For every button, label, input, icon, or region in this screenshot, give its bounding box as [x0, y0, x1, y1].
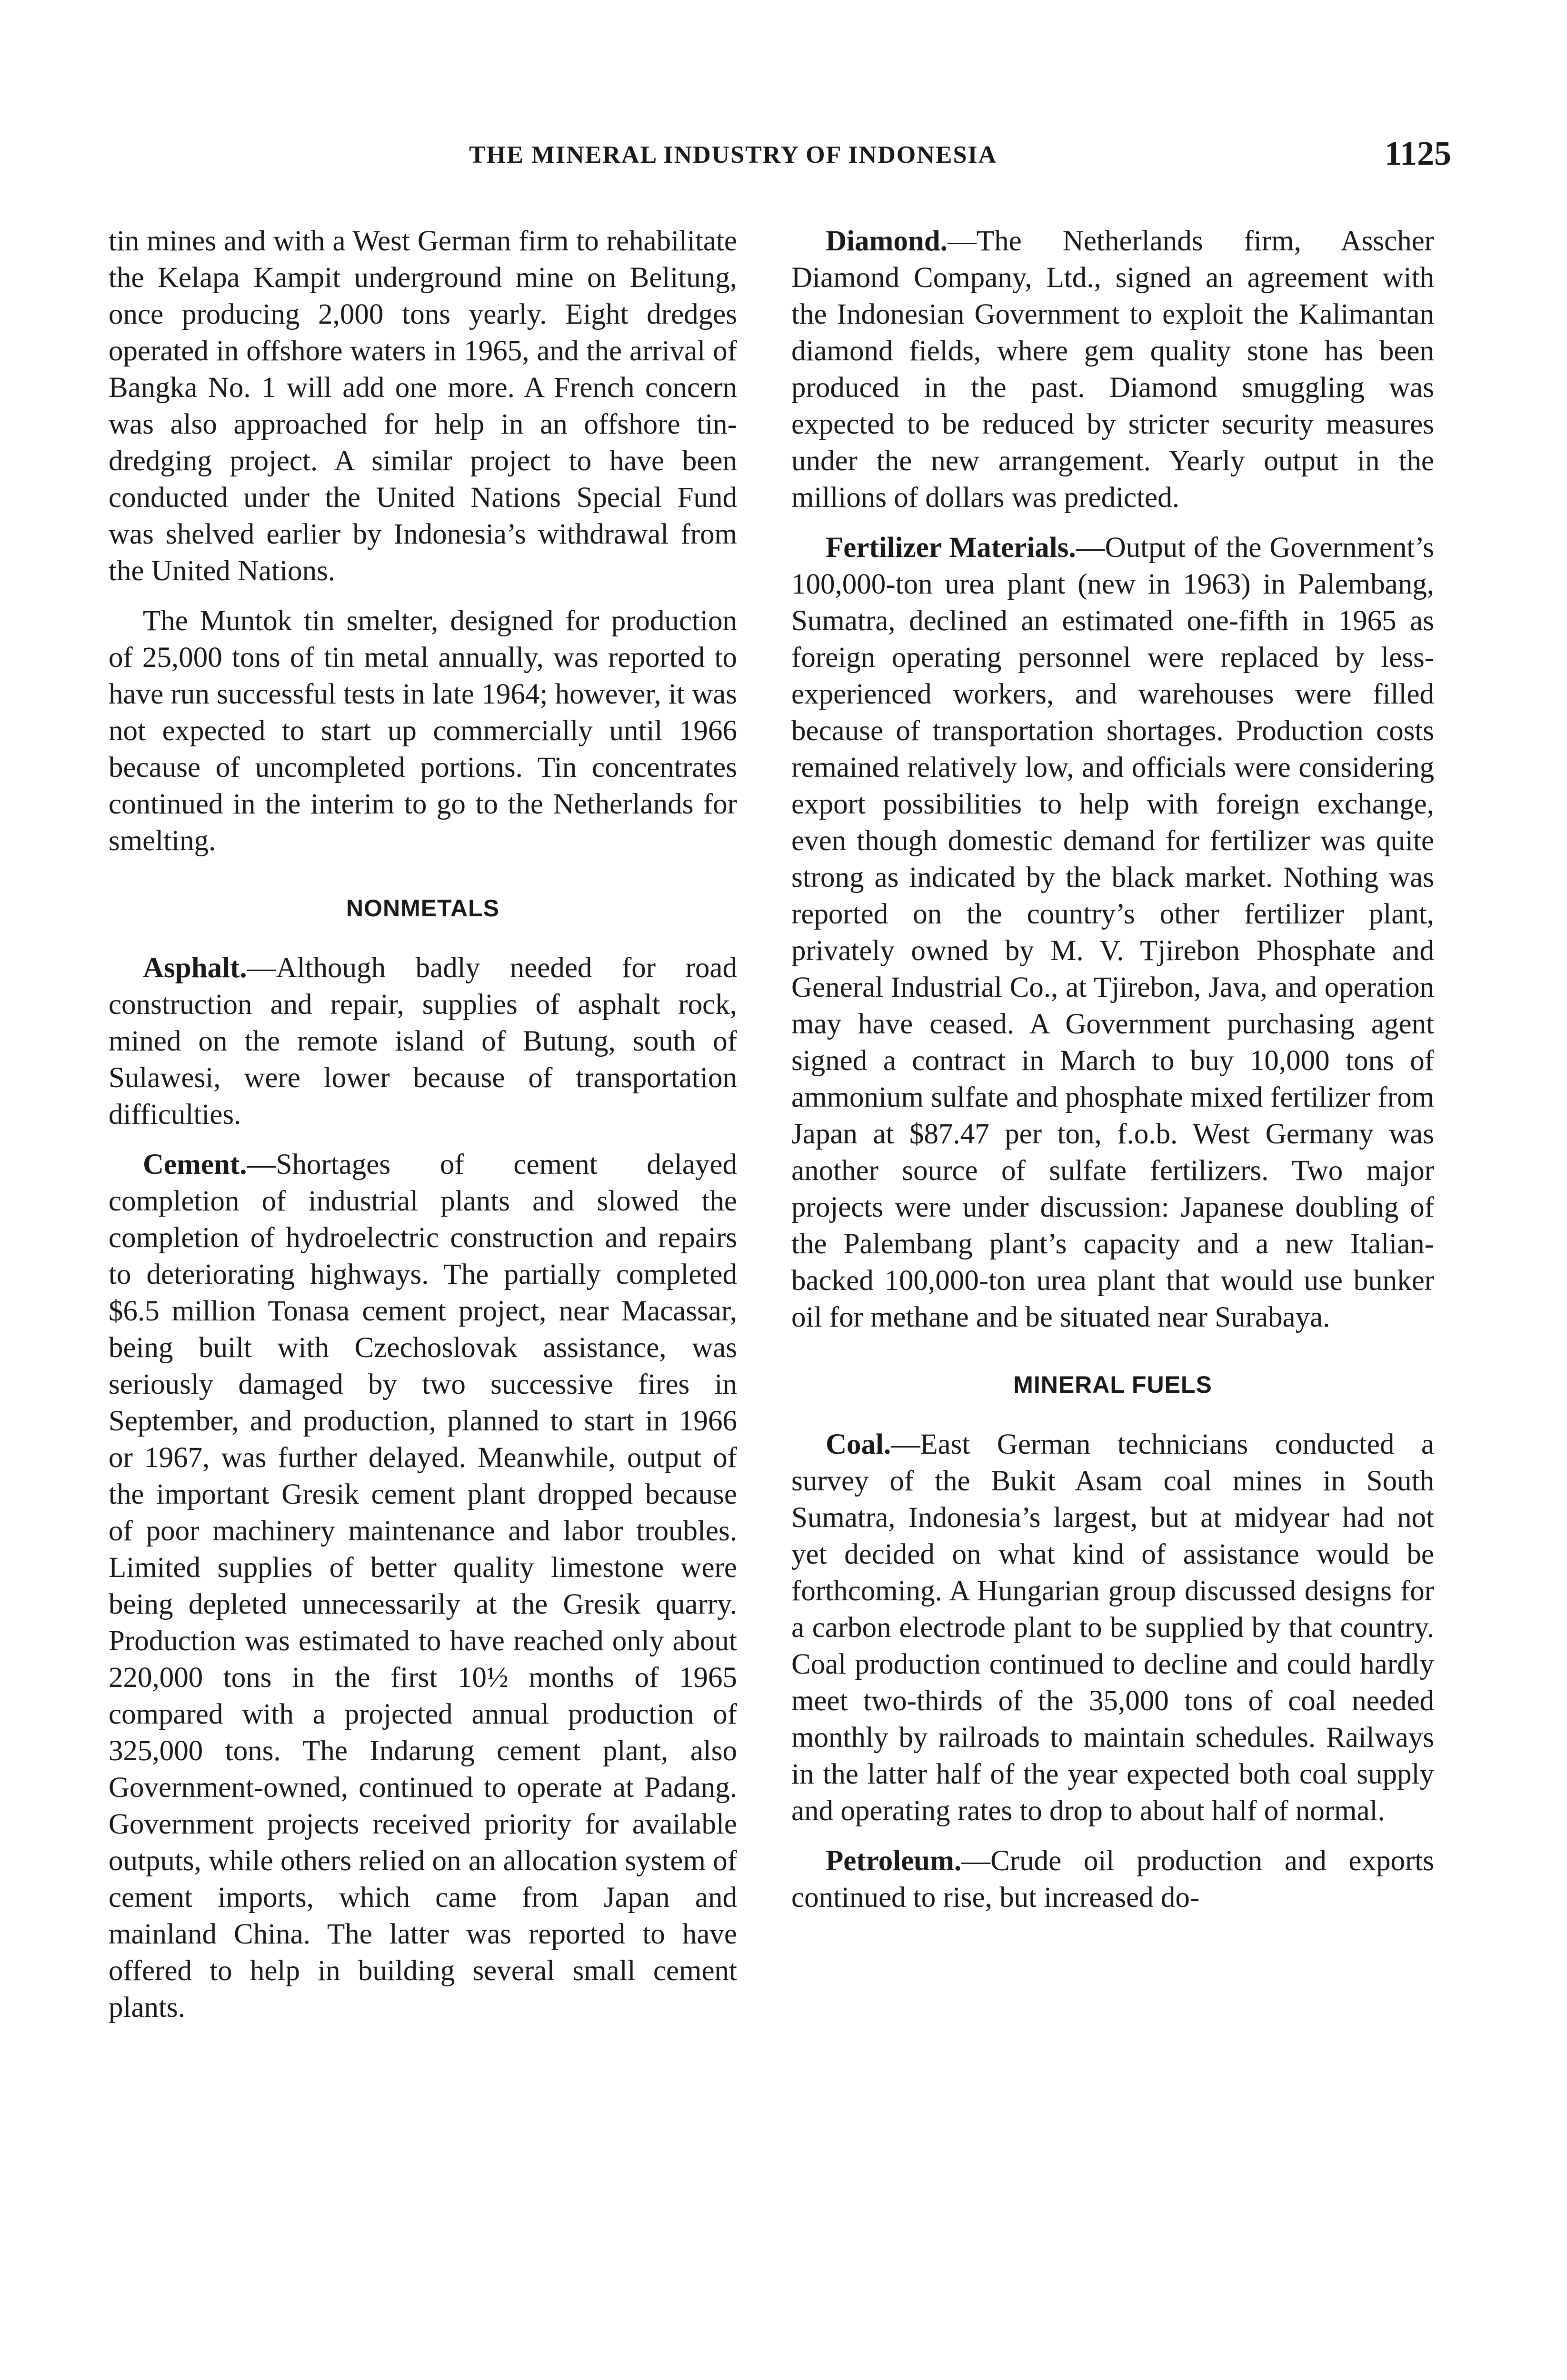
left-column [109, 223, 737, 2039]
section-heading-nonmetals: NONMETALS [346, 895, 499, 922]
paragraph-petroleum [791, 1843, 1434, 1916]
paragraph-diamond [791, 223, 1434, 516]
paragraph-coal [791, 1426, 1434, 1829]
paragraph-asphalt [109, 950, 737, 1133]
asphalt-lead: Asphalt. [143, 952, 247, 984]
paragraph-muntok-smelter: The Muntok tin smelter, designed for production of 25,000 tons of tin metal annually, was reported to have run successful tests in late 1964; however, it was not expected to start up commercially until 1966 because of uncompleted portions. Tin concentrates continued in the interim to go to the Netherlands for smelting. [109, 605, 737, 857]
section-heading-mineral-fuels: MINERAL FUELS [1013, 1371, 1212, 1398]
fertilizer-text: —Output of the Government’s 100,000-ton urea plant (new in 1963) in Palembang, Sumatra, declined an estimated one-fifth in 1965 as foreign operating personnel were replaced by less-experienced workers, and warehouses were filled because of transportation shortages. Production costs remained relatively low, and officials were considering export possibilities to help with foreign exchange, even though domestic demand for fertilizer was quite strong as indicated by the black market. Nothing was reported on the country’s other fertilizer plant, privately owned by M. V. Tjirebon Phosphate and General Industrial Co., at Tjirebon, Java, and operation may have ceased. A Government purchasing agent signed a contract in March to buy 10,000 tons of ammonium sulfate and phosphate mixed fertilizer from Japan at $87.47 per ton, f.o.b. West Germany was another source of sulfate fertilizers. Two major projects were under discussion: Japanese doubling of the Palembang plant’s capacity and a new Italian-backed 100,000-ton urea plant that would use bunker oil for methane and be situated near Surabaya. [791, 532, 1434, 1333]
paragraph-fertilizer [791, 529, 1434, 1336]
right-column [791, 223, 1434, 1929]
diamond-text: —The Netherlands firm, Asscher Diamond Company, Ltd., signed an agreement with the Indonesian Government to exploit the Kalimantan diamond fields, where gem quality stone has been produced in the past. Diamond smuggling was expected to be reduced by stricter security measures under the new arrangement. Yearly output in the millions of dollars was predicted. [791, 225, 1434, 514]
paragraph-cement [109, 1146, 737, 2026]
page-number: 1125 [1384, 134, 1451, 172]
cement-lead: Cement. [143, 1149, 247, 1180]
paragraph-tin-mines: tin mines and with a West German firm to rehabilitate the Kelapa Kampit underground mine on Belitung, once producing 2,000 tons yearly. Eight dredges operated in offshore waters in 1965, and the arrival of Bangka No. 1 will add one more. A French concern was also approached for help in an offshore tin-dredging project. A similar project to have been conducted under the United Nations Special Fund was shelved earlier by Indonesia’s withdrawal from the United Nations. [109, 225, 737, 587]
fertilizer-lead: Fertilizer Materials. [826, 532, 1076, 564]
coal-lead: Coal. [826, 1428, 891, 1460]
cement-text: —Shortages of cement delayed completion of industrial plants and slowed the completion of hydroelectric construction and repairs to deteriorating highways. The partially completed $6.5 million Tonasa cement project, near Macassar, being built with Czechoslovak assistance, was seriously damaged by two successive fires in September, and production, planned to start in 1966 or 1967, was further delayed. Meanwhile, output of the important Gresik cement plant dropped because of poor machinery maintenance and labor troubles. Limited supplies of better quality limestone were being depleted unnecessarily at the Gresik quarry. Production was estimated to have reached only about 220,000 tons in the first 10½ months of 1965 compared with a projected annual production of 325,000 tons. The Indarung cement plant, also Government-owned, continued to operate at Padang. Government projects received priority for available outputs, while others relied on an allocation system of cement imports, which came from Japan and mainland China. The latter was reported to have offered to help in building several small cement plants. [109, 1149, 737, 2023]
running-title: THE MINERAL INDUSTRY OF INDONESIA [469, 141, 998, 169]
petroleum-lead: Petroleum. [826, 1845, 962, 1877]
petroleum-text: —Crude oil production and exports continued to rise, but increased do- [791, 1845, 1434, 1914]
diamond-lead: Diamond. [826, 225, 948, 257]
coal-text: —East German technicians conducted a survey of the Bukit Asam coal mines in South Sumatra, Indonesia’s largest, but at midyear had not yet decided on what kind of assistance would be forthcoming. A Hungarian group discussed designs for a carbon electrode plant to be supplied by that country. Coal production continued to decline and could hardly meet two-thirds of the 35,000 tons of coal needed monthly by railroads to maintain schedules. Railways in the latter half of the year expected both coal supply and operating rates to drop to about half of normal. [791, 1428, 1434, 1827]
asphalt-text: —Although badly needed for road construction and repair, supplies of asphalt rock, mined on the remote island of Butung, south of Sulawesi, were lower because of transportation difficulties. [109, 952, 737, 1130]
